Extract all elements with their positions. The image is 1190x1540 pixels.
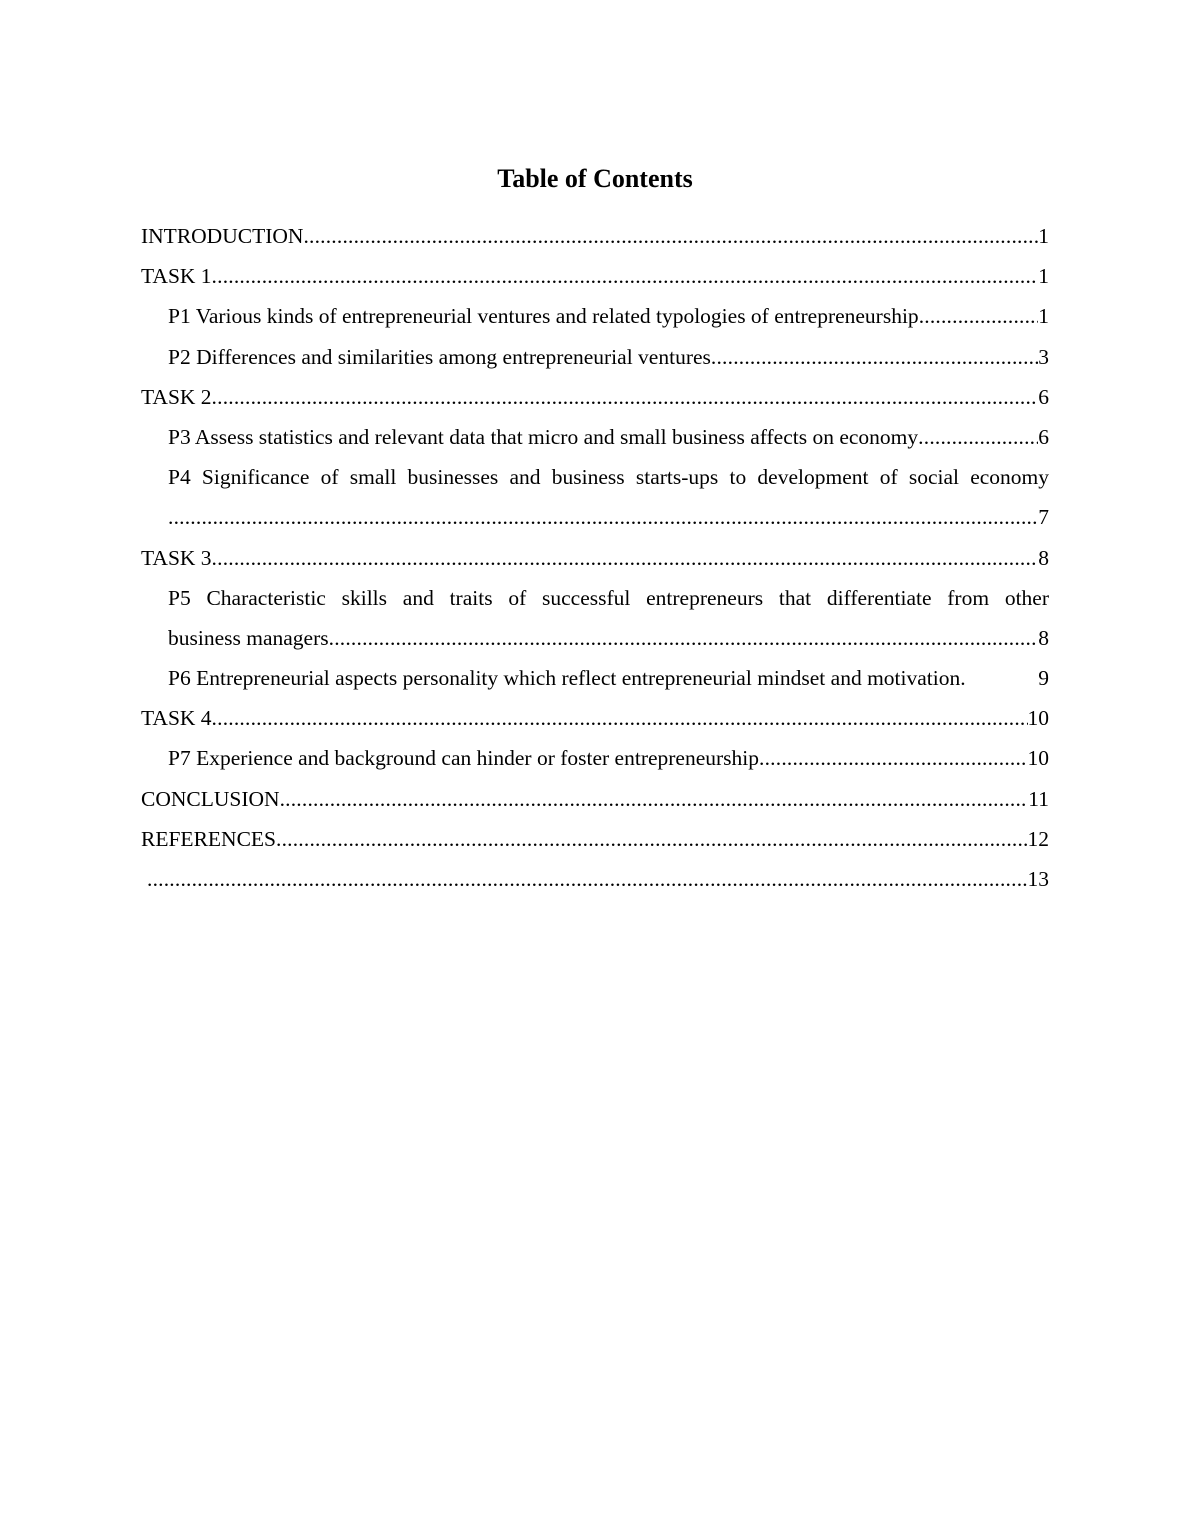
toc-entry-task-1[interactable] (141, 256, 1049, 296)
toc-page-number: 7 (1038, 505, 1049, 530)
toc-entry-task-3[interactable] (141, 538, 1049, 578)
toc-entry-text: P2 Differences and similarities among entrepreneurial ventures (168, 344, 711, 369)
toc-entry-task-2[interactable] (141, 377, 1049, 417)
toc-page-number: 1 (1038, 264, 1049, 289)
toc-page-number: 8 (1038, 545, 1049, 570)
toc-entry-p7[interactable] (168, 738, 1049, 778)
toc-entry-introduction[interactable] (141, 216, 1049, 256)
toc-entry-untitled[interactable] (141, 859, 1049, 899)
toc-page-number: 12 (1027, 826, 1049, 851)
toc-entry-p4[interactable] (168, 457, 1049, 537)
dot-leader (329, 618, 1039, 658)
toc-entry-text: TASK 3 (141, 545, 212, 570)
toc-entry-text: CONCLUSION (141, 786, 280, 811)
toc-entry-references[interactable] (141, 819, 1049, 859)
dot-leader (759, 738, 1027, 778)
toc-entry-text: REFERENCES (141, 826, 276, 851)
toc-page-number: 10 (1027, 706, 1049, 731)
dot-leader (303, 216, 1038, 256)
toc-page-number: 8 (1038, 625, 1049, 650)
toc-entry-text: TASK 2 (141, 384, 212, 409)
dot-leader (212, 538, 1039, 578)
dot-leader (168, 497, 1038, 537)
toc-page-number: 1 (1038, 304, 1049, 329)
toc-entry-p2[interactable] (168, 337, 1049, 377)
toc-entry-text: P3 Assess statistics and relevant data that micro and small business affects on economy (168, 424, 919, 449)
toc-page-number: 11 (1028, 786, 1049, 811)
dot-leader (212, 698, 1028, 738)
toc-entry-p3[interactable] (168, 417, 1049, 457)
toc-entry-text: P4 Significance of small businesses and business starts-ups to development of social economy (168, 465, 1049, 490)
toc-entry-text-continued: business managers (168, 625, 329, 650)
toc-page-number: 3 (1038, 344, 1049, 369)
dot-leader (212, 377, 1039, 417)
toc-entry-text: P7 Experience and background can hinder or foster entrepreneurship (168, 746, 760, 771)
toc-entry-p5[interactable] (168, 578, 1049, 658)
toc-entry-text: P5 Characteristic skills and traits of successful entrepreneurs that differentiate from other (168, 585, 1049, 610)
toc-entry-task-4[interactable] (141, 698, 1049, 738)
toc-entry-text: P1 Various kinds of entrepreneurial ventures and related typologies of entrepreneurship (168, 304, 919, 329)
toc-page-number: 1 (1038, 224, 1049, 248)
toc-page-number: 6 (1038, 424, 1049, 449)
dot-leader (276, 819, 1028, 859)
toc-page-number: 13 (1027, 867, 1049, 892)
dot-leader (147, 859, 1028, 899)
toc-entry-p6[interactable] (168, 658, 1049, 698)
dot-leader (918, 417, 1038, 457)
toc-page-number: 6 (1038, 384, 1049, 409)
toc-entry-p1[interactable] (168, 296, 1049, 336)
toc-page-number: 10 (1027, 746, 1049, 771)
dot-leader (212, 256, 1039, 296)
table-of-contents (141, 216, 1049, 899)
toc-entry-text: TASK 1 (141, 264, 212, 289)
page-title: Table of Contents (497, 164, 693, 193)
toc-entry-conclusion[interactable] (141, 779, 1049, 819)
dot-leader (711, 337, 1038, 377)
toc-entry-text: INTRODUCTION (141, 224, 304, 248)
toc-entry-text: TASK 4 (141, 706, 212, 731)
dot-leader (280, 779, 1029, 819)
toc-page-number: 9 (1038, 666, 1049, 691)
toc-entry-text: P6 Entrepreneurial aspects personality which reflect entrepreneurial mindset and motivation. (168, 666, 966, 691)
dot-leader (919, 296, 1039, 336)
